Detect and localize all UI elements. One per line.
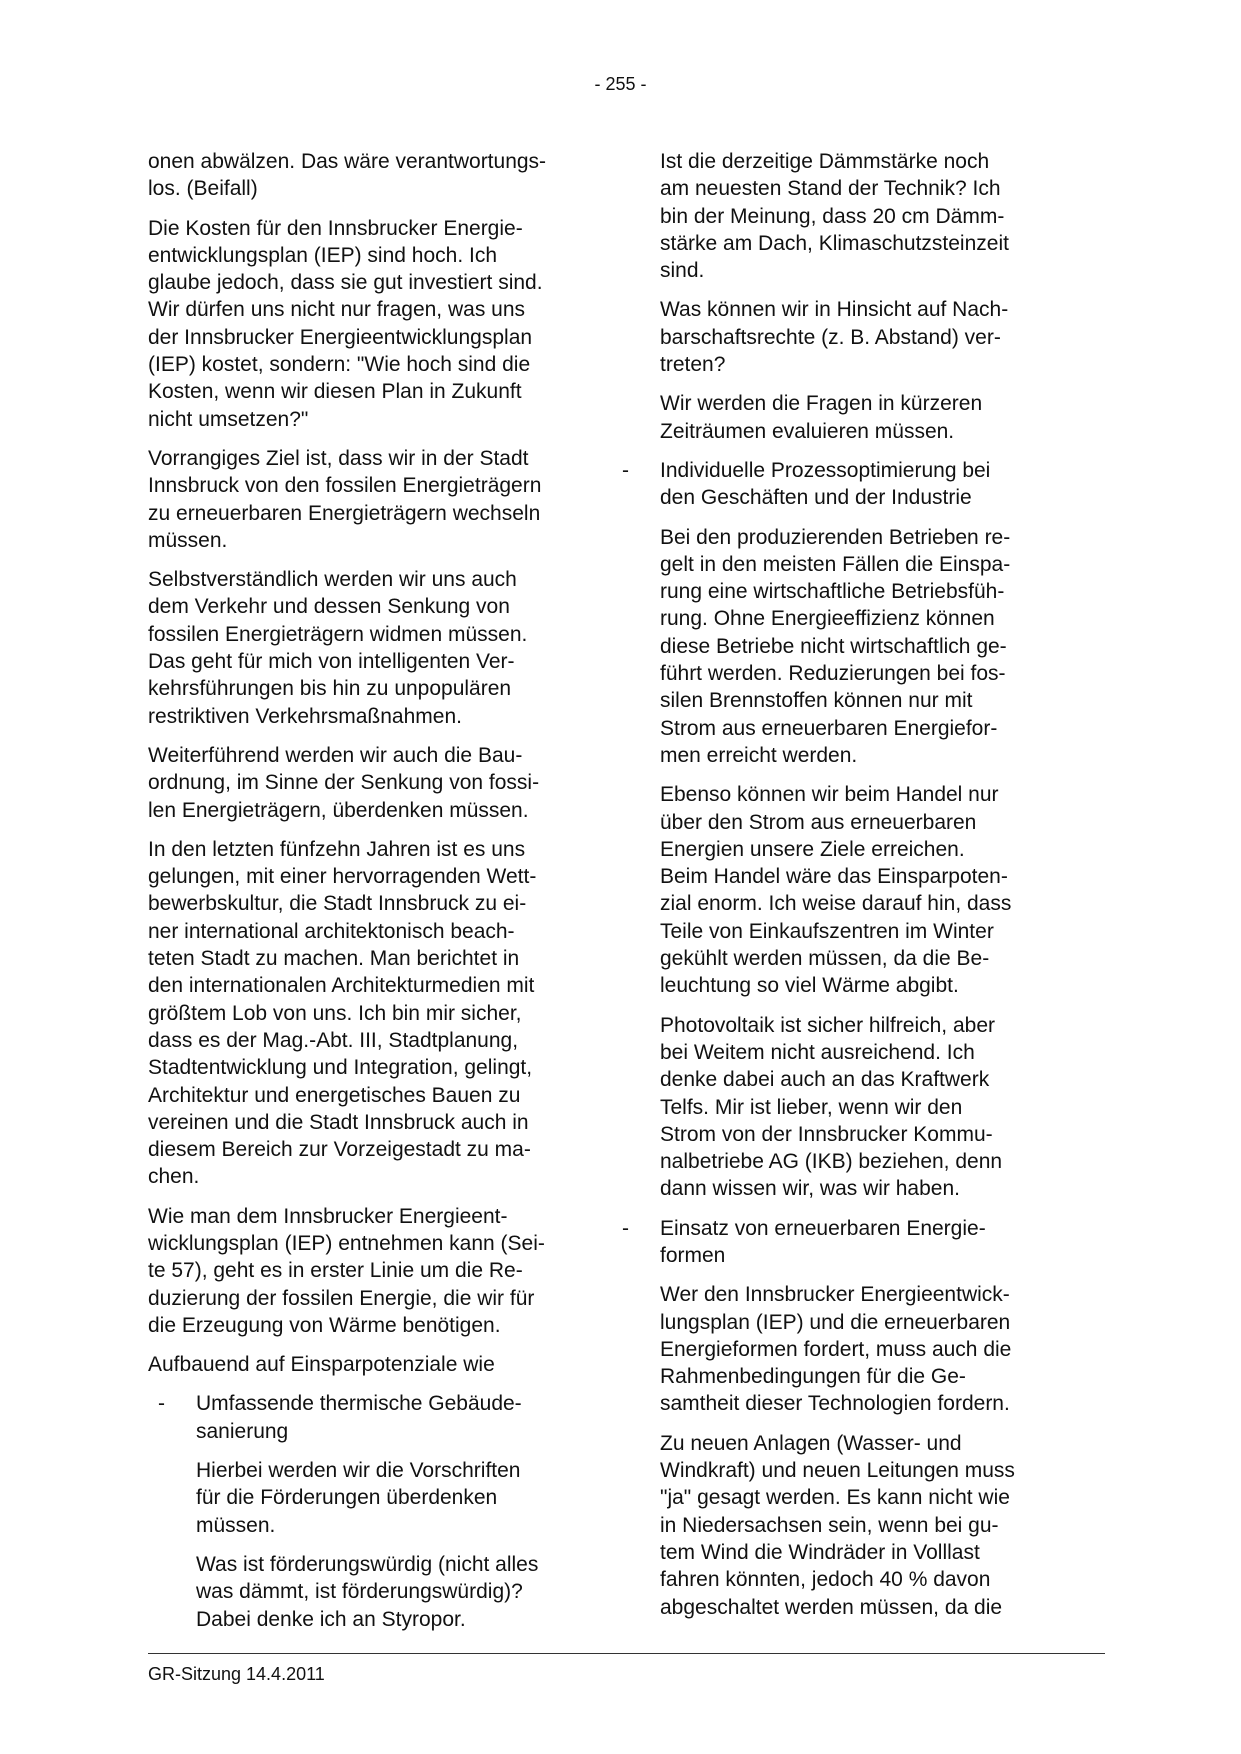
text-line: silen Brennstoffen können nur mit xyxy=(660,689,973,713)
text-line: Vorrangiges Ziel ist, dass wir in der Stadt xyxy=(148,446,529,470)
text-line: müssen. xyxy=(196,1513,276,1537)
text-line: "ja" gesagt werden. Es kann nicht wie xyxy=(660,1486,1010,1510)
text-line: sanierung xyxy=(196,1419,289,1443)
text-line: Telfs. Mir ist lieber, wenn wir den xyxy=(660,1095,963,1119)
bullet-dash: - xyxy=(622,1216,629,1240)
bullet-item xyxy=(148,1390,588,1445)
paragraph xyxy=(660,390,1100,445)
text-line: Weiterführend werden wir auch die Bau- xyxy=(148,743,523,767)
text-line: Aufbauend auf Einsparpotenziale wie xyxy=(148,1353,495,1377)
text-line: was dämmt, ist förderungswürdig)? xyxy=(196,1580,523,1604)
text-line: Photovoltaik ist sicher hilfreich, aber xyxy=(660,1013,995,1037)
text-line: Umfassende thermische Gebäude- xyxy=(196,1392,522,1416)
paragraph xyxy=(660,781,1100,999)
indented-paragraph xyxy=(148,1551,588,1633)
text-line: am neuesten Stand der Technik? Ich xyxy=(660,177,1001,201)
text-line: barschaftsrechte (z. B. Abstand) ver- xyxy=(660,325,1001,349)
text-line: fossilen Energieträgern widmen müssen. xyxy=(148,622,528,646)
text-line: über den Strom aus erneuerbaren xyxy=(660,810,977,834)
text-line: Die Kosten für den Innsbrucker Energie- xyxy=(148,216,523,240)
text-line: die Erzeugung von Wärme benötigen. xyxy=(148,1313,501,1337)
text-line: (IEP) kostet, sondern: "Wie hoch sind die xyxy=(148,353,531,377)
text-line: Beim Handel wäre das Einsparpoten- xyxy=(660,865,1008,889)
paragraph xyxy=(148,445,588,554)
text-line: Innsbruck von den fossilen Energieträgern xyxy=(148,474,542,498)
text-line: bewerbskultur, die Stadt Innsbruck zu ei- xyxy=(148,892,527,916)
paragraph xyxy=(660,524,1100,770)
paragraph xyxy=(660,148,1100,284)
text-line: fahren könnten, jedoch 40 % davon xyxy=(660,1568,991,1592)
text-line: den Geschäften und der Industrie xyxy=(660,486,972,510)
text-line: Selbstverständlich werden wir uns auch xyxy=(148,568,517,592)
text-line: teten Stadt zu machen. Man berichtet in xyxy=(148,947,520,971)
text-line: müssen. xyxy=(148,528,228,552)
text-line: restriktiven Verkehrsmaßnahmen. xyxy=(148,704,462,728)
text-line: Bei den produzierenden Betrieben re- xyxy=(660,525,1011,549)
text-line: stärke am Dach, Klimaschutzsteinzeit xyxy=(660,231,1009,255)
paragraph xyxy=(148,1203,588,1339)
bullet-dash: - xyxy=(622,458,629,482)
text-line: Dabei denke ich an Styropor. xyxy=(196,1607,466,1631)
text-line: bin der Meinung, dass 20 cm Dämm- xyxy=(660,204,1005,228)
text-line: len Energieträgern, überdenken müssen. xyxy=(148,798,529,822)
bullet-dash: - xyxy=(158,1392,165,1416)
text-line: bei Weitem nicht ausreichend. Ich xyxy=(660,1040,975,1064)
text-line: Einsatz von erneuerbaren Energie- xyxy=(660,1216,986,1240)
text-line: Ebenso können wir beim Handel nur xyxy=(660,783,999,807)
text-line: nalbetriebe AG (IKB) beziehen, denn xyxy=(660,1150,1003,1174)
text-line: Teile von Einkaufszentren im Winter xyxy=(660,919,994,943)
text-line: In den letzten fünfzehn Jahren ist es uns xyxy=(148,837,526,861)
text-line: glaube jedoch, dass sie gut investiert sind. xyxy=(148,271,543,295)
footer-session-label: GR-Sitzung 14.4.2011 xyxy=(148,1664,325,1684)
text-line: kehrsführungen bis hin zu unpopulären xyxy=(148,677,512,701)
text-line: tem Wind die Windräder in Volllast xyxy=(660,1540,980,1564)
text-line: gekühlt werden müssen, da die Be- xyxy=(660,947,990,971)
text-line: ner international architektonisch beach- xyxy=(148,919,515,943)
text-line: Stadtentwicklung und Integration, gelingt, xyxy=(148,1056,533,1080)
text-line: dass es der Mag.-Abt. III, Stadtplanung, xyxy=(148,1028,519,1052)
text-line: Architektur und energetisches Bauen zu xyxy=(148,1083,521,1107)
text-line: für die Förderungen überdenken xyxy=(196,1486,498,1510)
text-line: diesem Bereich zur Vorzeigestadt zu ma- xyxy=(148,1138,531,1162)
paragraph xyxy=(148,148,588,203)
paragraph xyxy=(148,566,588,730)
text-line: onen abwälzen. Das wäre verantwortungs- xyxy=(148,150,547,173)
paragraph xyxy=(148,215,588,433)
indented-paragraph xyxy=(148,1457,588,1539)
bullet-item xyxy=(612,1215,1100,1270)
paragraph xyxy=(660,1430,1100,1621)
text-line: dem Verkehr und dessen Senkung von xyxy=(148,595,510,619)
text-line: Strom aus erneuerbaren Energiefor- xyxy=(660,716,998,740)
text-line: führt werden. Reduzierungen bei fos- xyxy=(660,662,1006,686)
footer-divider xyxy=(148,1653,1105,1654)
text-line: gelt in den meisten Fällen die Einspa- xyxy=(660,552,1011,576)
text-line: rung. Ohne Energieeffizienz können xyxy=(660,607,995,631)
text-line: entwicklungsplan (IEP) sind hoch. Ich xyxy=(148,243,498,267)
text-line: Ist die derzeitige Dämmstärke noch xyxy=(660,150,990,173)
text-line: Energieformen fordert, muss auch die xyxy=(660,1337,1012,1361)
text-line: Zeiträumen evaluieren müssen. xyxy=(660,419,955,443)
text-line: zial enorm. Ich weise darauf hin, dass xyxy=(660,892,1012,916)
text-line: sind. xyxy=(660,259,705,283)
text-line: Windkraft) und neuen Leitungen muss xyxy=(660,1459,1015,1483)
text-line: duzierung der fossilen Energie, die wir für xyxy=(148,1286,535,1310)
text-line: Das geht für mich von intelligenten Ver- xyxy=(148,650,515,674)
paragraph xyxy=(660,296,1100,378)
text-line: vereinen und die Stadt Innsbruck auch in xyxy=(148,1110,529,1134)
text-line: samtheit dieser Technologien fordern. xyxy=(660,1392,1010,1416)
text-line: Was ist förderungswürdig (nicht alles xyxy=(196,1552,539,1576)
text-line: größtem Lob von uns. Ich bin mir sicher, xyxy=(148,1001,522,1025)
text-line: den internationalen Architekturmedien mit xyxy=(148,974,535,998)
text-line: lungsplan (IEP) und die erneuerbaren xyxy=(660,1310,1011,1334)
text-line: nicht umsetzen?" xyxy=(148,407,309,431)
text-line: denke dabei auch an das Kraftwerk xyxy=(660,1068,990,1092)
paragraph xyxy=(148,836,588,1191)
text-line: Strom von der Innsbrucker Kommu- xyxy=(660,1122,993,1146)
text-line: Wie man dem Innsbrucker Energieent- xyxy=(148,1204,508,1228)
text-line: Individuelle Prozessoptimierung bei xyxy=(660,458,991,482)
text-line: te 57), geht es in erster Linie um die Re- xyxy=(148,1259,523,1283)
text-line: Energien unsere Ziele erreichen. xyxy=(660,837,965,861)
right-column xyxy=(622,148,1100,1633)
bullet-item xyxy=(612,457,1100,512)
text-line: zu erneuerbaren Energieträgern wechseln xyxy=(148,501,541,525)
text-line: dann wissen wir, was wir haben. xyxy=(660,1177,960,1201)
text-line: leuchtung so viel Wärme abgibt. xyxy=(660,974,959,998)
text-line: rung eine wirtschaftliche Betriebsfüh- xyxy=(660,580,1005,604)
paragraph xyxy=(148,1351,588,1378)
text-line: ordnung, im Sinne der Senkung von fossi- xyxy=(148,771,540,795)
left-column xyxy=(148,148,588,1645)
text-line: Was können wir in Hinsicht auf Nach- xyxy=(660,298,1009,322)
text-line: Zu neuen Anlagen (Wasser- und xyxy=(660,1431,962,1455)
paragraph xyxy=(148,742,588,824)
text-line: Wir werden die Fragen in kürzeren xyxy=(660,392,983,416)
text-line: Wer den Innsbrucker Energieentwick- xyxy=(660,1283,1010,1307)
text-line: Hierbei werden wir die Vorschriften xyxy=(196,1459,521,1483)
text-line: Rahmenbedingungen für die Ge- xyxy=(660,1365,966,1389)
paragraph xyxy=(660,1012,1100,1203)
text-line: gelungen, mit einer hervorragenden Wett- xyxy=(148,865,537,889)
text-line: treten? xyxy=(660,353,726,377)
text-line: Wir dürfen uns nicht nur fragen, was uns xyxy=(148,298,526,322)
text-line: Kosten, wenn wir diesen Plan in Zukunft xyxy=(148,380,522,404)
text-line: wicklungsplan (IEP) entnehmen kann (Sei- xyxy=(148,1231,545,1255)
text-line: formen xyxy=(660,1243,726,1267)
paragraph xyxy=(660,1281,1100,1417)
text-line: in Niedersachsen sein, wenn bei gu- xyxy=(660,1513,999,1537)
page-number: - 255 - xyxy=(594,74,647,94)
text-line: los. (Beifall) xyxy=(148,177,258,201)
text-line: men erreicht werden. xyxy=(660,743,858,767)
text-line: der Innsbrucker Energieentwicklungsplan xyxy=(148,325,533,349)
text-line: abgeschaltet werden müssen, da die xyxy=(660,1595,1003,1619)
text-line: diese Betriebe nicht wirtschaftlich ge- xyxy=(660,634,1007,658)
text-line: chen. xyxy=(148,1165,200,1189)
